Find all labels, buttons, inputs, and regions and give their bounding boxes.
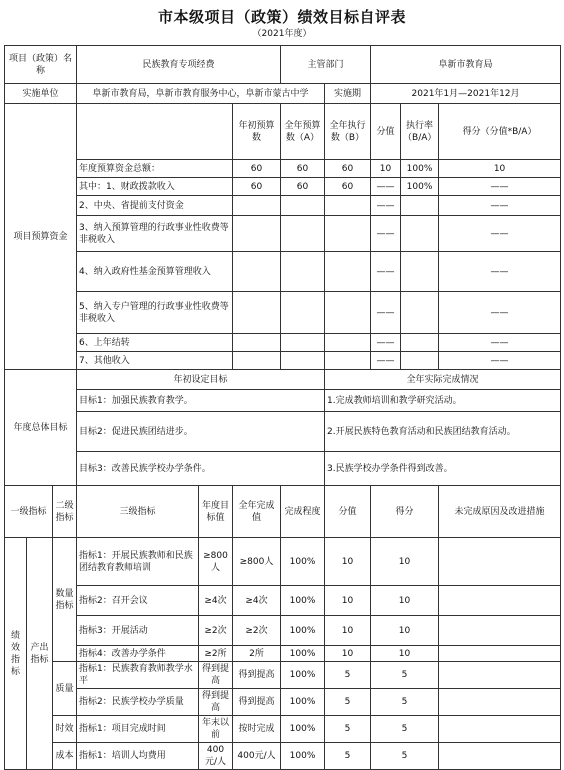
budget-row-weight: —— [371, 292, 401, 334]
budget-row-full [281, 352, 325, 370]
indicator-name: 指标3：开展活动 [77, 616, 199, 646]
budget-row [5, 196, 561, 216]
budget-header-rate: 执行率（B/A） [401, 104, 439, 160]
budget-row-full [281, 216, 325, 252]
perf-indicator-label: 绩效指标 [5, 538, 27, 770]
indicator-row [5, 538, 561, 586]
indicator-weight: 5 [325, 689, 371, 716]
goal-row [5, 452, 561, 486]
goals-section-label: 年度总体目标 [5, 370, 77, 486]
budget-row-full [281, 196, 325, 216]
indicator-weight: 10 [325, 538, 371, 586]
budget-row-year: 60 [233, 160, 281, 178]
budget-row-label: 年度预算资金总额： [77, 160, 233, 178]
budget-row-score: —— [439, 292, 561, 334]
budget-row-score: —— [439, 178, 561, 196]
indicator-score: 5 [371, 743, 439, 770]
indicator-rate: 100% [281, 616, 325, 646]
budget-header-blank [77, 104, 233, 160]
budget-row-weight: —— [371, 216, 401, 252]
output-indicator-label: 产出指标 [27, 538, 53, 770]
budget-row-exec [325, 334, 371, 352]
indicator-row [5, 689, 561, 716]
indicator-actual: ≥2次 [233, 616, 281, 646]
indicator-row [5, 743, 561, 770]
budget-section-label: 项目预算资金 [5, 104, 77, 370]
indicator-reason [439, 662, 561, 689]
goal-actual: 3.民族学校办学条件得到改善。 [325, 452, 561, 486]
budget-row-exec [325, 352, 371, 370]
ind-header-target: 年度目标值 [199, 486, 233, 538]
period-label: 实施期 [325, 84, 371, 104]
budget-row-rate [401, 352, 439, 370]
budget-row [5, 216, 561, 252]
indicator-actual: 得到提高 [233, 662, 281, 689]
indicator-score: 5 [371, 662, 439, 689]
indicator-score: 10 [371, 646, 439, 662]
indicator-rate: 100% [281, 538, 325, 586]
budget-header-weight: 分值 [371, 104, 401, 160]
indicator-rate: 100% [281, 662, 325, 689]
indicator-name: 指标1：项目完成时间 [77, 716, 199, 743]
budget-header-exec: 全年执行数（B） [325, 104, 371, 160]
row-budget-header [5, 104, 561, 160]
budget-row-year: 60 [233, 178, 281, 196]
indicator-name: 指标2：召开会议 [77, 586, 199, 616]
indicator-actual: 2所 [233, 646, 281, 662]
ind-header-weight: 分值 [325, 486, 371, 538]
indicator-actual: ≥800人 [233, 538, 281, 586]
budget-header-full: 全年预算数（A） [281, 104, 325, 160]
indicator-name: 指标4：改善办学条件 [77, 646, 199, 662]
indicator-row [5, 616, 561, 646]
dept-label: 主管部门 [281, 46, 371, 84]
row-impl-unit [5, 84, 561, 104]
budget-row-exec: 60 [325, 178, 371, 196]
quantity-indicator-label: 数量指标 [53, 538, 77, 662]
indicator-row [5, 646, 561, 662]
ind-header-reason: 未完成原因及改进措施 [439, 486, 561, 538]
project-name-label: 项目（政策）名称 [5, 46, 77, 84]
indicator-name: 指标1：开展民族教师和民族团结教育教师培训 [77, 538, 199, 586]
budget-row-score: —— [439, 216, 561, 252]
goal-planned: 目标2：促进民族团结进步。 [77, 412, 325, 452]
ind-header-rate: 完成程度 [281, 486, 325, 538]
goals-planned-header: 年初设定目标 [77, 370, 325, 390]
budget-row-full [281, 334, 325, 352]
ind-header-level2: 二级指标 [53, 486, 77, 538]
indicator-score: 10 [371, 616, 439, 646]
budget-row-score: —— [439, 252, 561, 292]
indicator-target: 年末以前 [199, 716, 233, 743]
indicator-target: 400元/人 [199, 743, 233, 770]
indicator-rate: 100% [281, 689, 325, 716]
goal-actual: 1.完成教师培训和教学研究活动。 [325, 390, 561, 412]
indicator-row [5, 716, 561, 743]
indicator-row [5, 662, 561, 689]
budget-row-rate: 100% [401, 160, 439, 178]
budget-row-year [233, 352, 281, 370]
budget-row-label: 5、纳入专户管理的行政事业性收费等非税收入 [77, 292, 233, 334]
period-value: 2021年1月—2021年12月 [371, 84, 561, 104]
indicator-row [5, 586, 561, 616]
indicator-reason [439, 586, 561, 616]
budget-row-year [233, 216, 281, 252]
budget-row-full: 60 [281, 178, 325, 196]
indicator-weight: 5 [325, 716, 371, 743]
budget-row-rate [401, 252, 439, 292]
indicator-reason [439, 538, 561, 586]
indicator-target: 得到提高 [199, 689, 233, 716]
goal-planned: 目标1：加强民族教育教学。 [77, 390, 325, 412]
budget-row-full [281, 252, 325, 292]
project-name-value: 民族教育专项经费 [77, 46, 281, 84]
budget-row-weight: —— [371, 178, 401, 196]
budget-row [5, 160, 561, 178]
budget-row-exec: 60 [325, 160, 371, 178]
indicator-rate: 100% [281, 743, 325, 770]
indicator-target: ≥2所 [199, 646, 233, 662]
ind-header-actual: 全年完成值 [233, 486, 281, 538]
budget-row-exec [325, 196, 371, 216]
goal-actual: 2.开展民族特色教育活动和民族团结教育活动。 [325, 412, 561, 452]
budget-header-year: 年初预算数 [233, 104, 281, 160]
indicator-score: 5 [371, 716, 439, 743]
impl-unit-value: 阜新市教育局，阜新市教育服务中心，阜新市蒙古中学 [77, 84, 325, 104]
indicator-target: 得到提高 [199, 662, 233, 689]
indicator-target: ≥800人 [199, 538, 233, 586]
dept-value: 阜新市教育局 [371, 46, 561, 84]
indicator-reason [439, 716, 561, 743]
indicator-target: ≥4次 [199, 586, 233, 616]
indicator-rate: 100% [281, 646, 325, 662]
indicator-weight: 5 [325, 662, 371, 689]
budget-row-label: 4、纳入政府性基金预算管理收入 [77, 252, 233, 292]
quality-indicator-label: 质量 [53, 662, 77, 716]
indicator-score: 10 [371, 586, 439, 616]
goals-actual-header: 全年实际完成情况 [325, 370, 561, 390]
budget-row-year [233, 334, 281, 352]
ind-header-level1: 一级指标 [5, 486, 53, 538]
budget-row-label: 3、纳入预算管理的行政事业性收费等非税收入 [77, 216, 233, 252]
budget-row-rate [401, 216, 439, 252]
row-project-name [5, 46, 561, 84]
indicator-weight: 10 [325, 646, 371, 662]
budget-row-label: 2、中央、省提前支付资金 [77, 196, 233, 216]
indicator-actual: 得到提高 [233, 689, 281, 716]
indicator-target: ≥2次 [199, 616, 233, 646]
goal-planned: 目标3：改善民族学校办学条件。 [77, 452, 325, 486]
indicator-weight: 10 [325, 616, 371, 646]
budget-row-exec [325, 292, 371, 334]
indicator-reason [439, 689, 561, 716]
budget-row-label: 6、上年结转 [77, 334, 233, 352]
indicator-score: 5 [371, 689, 439, 716]
budget-row [5, 334, 561, 352]
goals-header-row [5, 370, 561, 390]
budget-row-full [281, 292, 325, 334]
budget-row-year [233, 252, 281, 292]
indicator-actual: 400元/人 [233, 743, 281, 770]
indicator-actual: 按时完成 [233, 716, 281, 743]
impl-unit-label: 实施单位 [5, 84, 77, 104]
indicator-reason [439, 743, 561, 770]
ind-header-level3: 三级指标 [77, 486, 199, 538]
budget-row [5, 252, 561, 292]
budget-row-weight: 10 [371, 160, 401, 178]
indicator-name: 指标2：民族学校办学质量 [77, 689, 199, 716]
budget-row [5, 292, 561, 334]
budget-row-exec [325, 252, 371, 292]
budget-row [5, 352, 561, 370]
budget-row-score: —— [439, 352, 561, 370]
budget-header-score: 得分（分值*B/A） [439, 104, 561, 160]
budget-row-rate [401, 196, 439, 216]
indicator-actual: ≥4次 [233, 586, 281, 616]
form-subtitle: （2021年度） [252, 29, 312, 39]
indicator-header-row [5, 486, 561, 538]
budget-row [5, 178, 561, 196]
time-indicator-label: 时效 [53, 716, 77, 743]
indicator-rate: 100% [281, 716, 325, 743]
indicator-reason [439, 646, 561, 662]
budget-row-score: —— [439, 334, 561, 352]
budget-row-label: 7、其他收入 [77, 352, 233, 370]
budget-row-weight: —— [371, 352, 401, 370]
budget-row-weight: —— [371, 334, 401, 352]
budget-row-full: 60 [281, 160, 325, 178]
indicator-weight: 10 [325, 586, 371, 616]
indicator-weight: 5 [325, 743, 371, 770]
cost-indicator-label: 成本 [53, 743, 77, 770]
indicator-name: 指标1：培训人均费用 [77, 743, 199, 770]
budget-row-year [233, 292, 281, 334]
budget-row-rate: 100% [401, 178, 439, 196]
ind-header-score: 得分 [371, 486, 439, 538]
evaluation-table [4, 45, 561, 770]
budget-row-weight: —— [371, 196, 401, 216]
budget-row-exec [325, 216, 371, 252]
budget-row-weight: —— [371, 252, 401, 292]
budget-row-rate [401, 334, 439, 352]
budget-row-score: —— [439, 196, 561, 216]
budget-row-label: 其中：1、财政拨款收入 [77, 178, 233, 196]
goal-row [5, 412, 561, 452]
budget-row-year [233, 196, 281, 216]
budget-row-rate [401, 292, 439, 334]
indicator-name: 指标1：民族教育教师教学水平 [77, 662, 199, 689]
indicator-rate: 100% [281, 586, 325, 616]
indicator-score: 10 [371, 538, 439, 586]
budget-row-score: 10 [439, 160, 561, 178]
form-title: 市本级项目（政策）绩效目标自评表 [157, 8, 406, 26]
indicator-reason [439, 616, 561, 646]
goal-row [5, 390, 561, 412]
